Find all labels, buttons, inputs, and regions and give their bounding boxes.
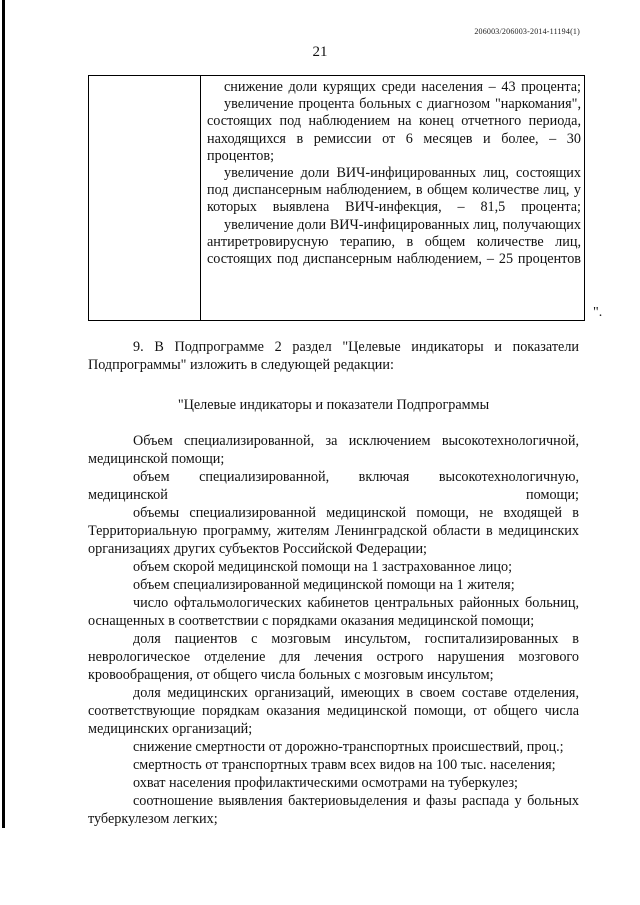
indicator-item: объемы специализированной медицинской помощи, не входящей в Территориальную программу, жителям Ленинградской области в медицинских организациях других субъектов Российской Федерации; xyxy=(88,505,579,557)
indicator-item: доля пациентов с мозговым инсультом, госпитализированных в неврологическое отделение для лечения острого нарушения мозгового кровообращения, от общего числа больных с мозговым инсультом; xyxy=(88,631,579,683)
indicator-item: снижение смертности от дорожно-транспортных происшествий, проц.; xyxy=(133,739,564,755)
page-number: 21 xyxy=(312,44,328,60)
scan-edge-rule xyxy=(2,0,5,828)
indicator-item: объем скорой медицинской помощи на 1 застрахованное лицо; xyxy=(133,559,513,575)
indicator-item: Объем специализированной, за исключением высокотехнологичной, медицинской помощи; xyxy=(88,433,579,467)
indicator-item: соотношение выявления бактериовыделения и фазы распада у больных туберкулезом легких; xyxy=(88,793,579,827)
table-item: снижение доли курящих среди населения – 43 процента; xyxy=(224,79,581,95)
indicator-item: число офтальмологических кабинетов центральных районных больниц, оснащенных в соответствии с порядками оказания медицинской помощи; xyxy=(88,595,579,629)
indicators-list xyxy=(88,432,579,828)
indicator-item: объем специализированной медицинской помощи на 1 жителя; xyxy=(133,577,515,593)
indicator-item: объем специализированной, включая высокотехнологичную, медицинской помощи; xyxy=(88,469,579,503)
table-item: увеличение доли ВИЧ-инфицированных лиц, состоящих под диспансерным наблюдением, в общем количестве лиц, у которых выявлена ВИЧ-инфекция, – 81,5 процента; xyxy=(207,165,581,216)
paragraph-9-block xyxy=(88,338,579,374)
section-heading-block xyxy=(88,396,579,414)
table-left-column xyxy=(89,76,201,320)
closing-quote: ". xyxy=(593,305,603,320)
table-item: увеличение доли ВИЧ-инфицированных лиц, получающих антиретровирусную терапию, в общем количестве лиц, состоящих под диспансерным наблюдением, – 25 процентов xyxy=(207,216,581,268)
table-right-column xyxy=(207,79,581,268)
paragraph-9: 9. В Подпрограмме 2 раздел "Целевые индикаторы и показатели Подпрограммы" изложить в следующей редакции: xyxy=(88,339,579,373)
document-id: 206003/206003-2014-11194(1) xyxy=(474,27,580,36)
indicator-item: доля медицинских организаций, имеющих в своем составе отделения, соответствующие порядкам оказания медицинской помощи, от общего числа медицинских организаций; xyxy=(88,685,579,737)
table-item: увеличение процента больных с диагнозом "наркомания", состоящих под наблюдением на конец отчетного периода, находящихся в ремиссии от 6 месяцев и более, – 30 процентов; xyxy=(207,96,581,164)
indicator-item: смертность от транспортных травм всех видов на 100 тыс. населения; xyxy=(133,757,556,773)
section-heading: "Целевые индикаторы и показатели Подпрограммы xyxy=(177,397,490,413)
indicator-item: охват населения профилактическими осмотрами на туберкулез; xyxy=(133,775,518,791)
indicators-table-fragment xyxy=(88,75,585,321)
